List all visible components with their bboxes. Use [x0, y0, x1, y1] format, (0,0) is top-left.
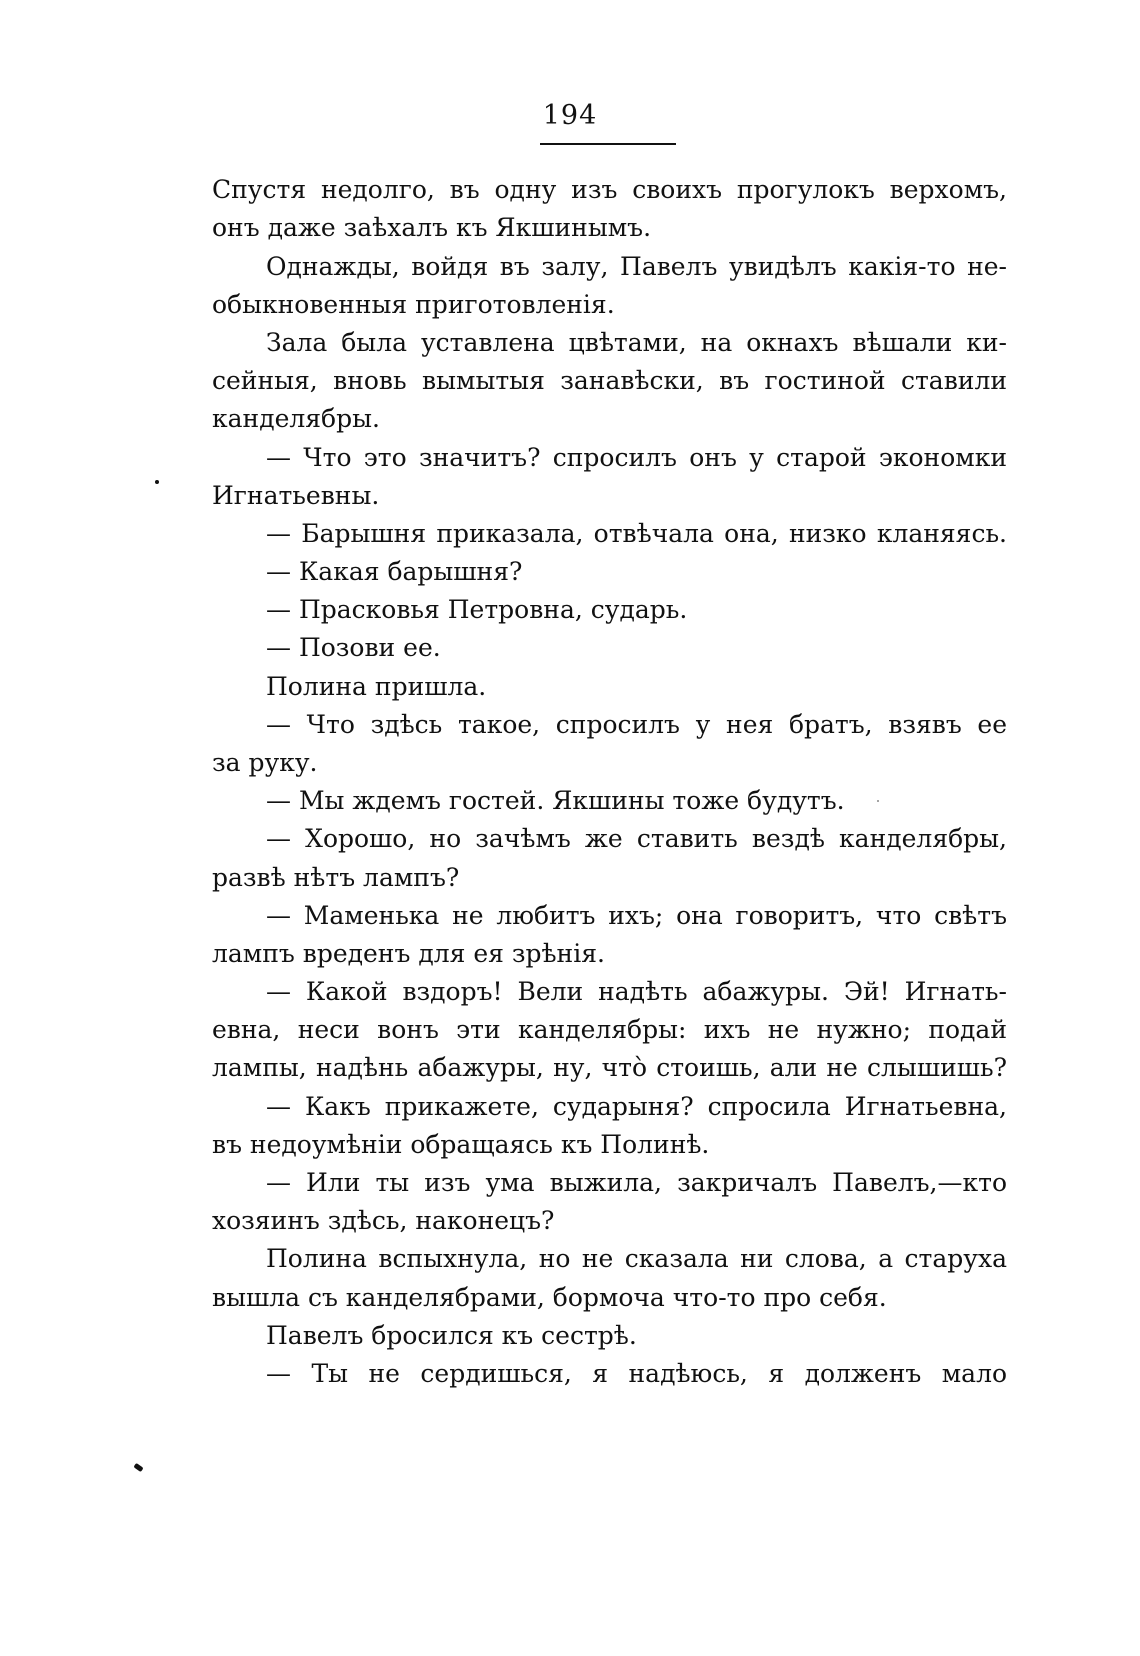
- text-line: — Или ты изъ ума выжила, закричалъ Павелъ,—кто: [266, 1168, 1007, 1197]
- text-line: — Хорошо, но зачѣмъ же ставить вездѣ канделябры,: [266, 824, 1007, 853]
- text-line: хозяинъ здѣсь, наконецъ?: [212, 1206, 555, 1235]
- text-line: — Ты не сердишься, я надѣюсь, я долженъ мало: [266, 1359, 1007, 1388]
- text-line: обыкновенныя приготовленія.: [212, 290, 615, 319]
- text-line: вышла съ канделябрами, бормоча что-то про себя.: [212, 1283, 887, 1312]
- text-line: Зала была уставлена цвѣтами, на окнахъ вѣшали ки-: [266, 328, 1007, 357]
- text-line: — Маменька не любитъ ихъ; она говоритъ, что свѣтъ: [266, 901, 1007, 930]
- scan-speck: [877, 800, 879, 802]
- page-number-rule: [540, 143, 676, 145]
- text-line: Игнатьевны.: [212, 481, 380, 510]
- text-line: — Что это значитъ? спросилъ онъ у старой экономки: [266, 443, 1007, 472]
- text-line: — Какая барышня?: [266, 557, 523, 586]
- text-line: развѣ нѣтъ лампъ?: [212, 863, 460, 892]
- text-line: Павелъ бросился къ сестрѣ.: [266, 1321, 637, 1350]
- text-line: евна, неси вонъ эти канделябры: ихъ не нужно; подай: [212, 1015, 1007, 1044]
- text-line: въ недоумѣніи обращаясь къ Полинѣ.: [212, 1130, 710, 1159]
- text-line: Однажды, войдя въ залу, Павелъ увидѣлъ какія-то не-: [266, 252, 1007, 281]
- text-line: за руку.: [212, 748, 318, 777]
- text-line: канделябры.: [212, 404, 380, 433]
- text-line: — Позови ее.: [266, 633, 441, 662]
- text-line: лампъ вреденъ для ея зрѣнія.: [212, 939, 605, 968]
- text-line: — Какъ прикажете, сударыня? спросила Игнатьевна,: [266, 1092, 1007, 1121]
- scan-speck: [155, 480, 159, 484]
- text-line: лампы, надѣнь абажуры, ну, что̀ стоишь, али не слышишь?: [212, 1053, 1007, 1082]
- text-line: онъ даже заѣхалъ къ Якшинымъ.: [212, 213, 652, 242]
- text-line: — Какой вздоръ! Вели надѣть абажуры. Эй! Игнать-: [266, 977, 1007, 1006]
- text-line: Полина пришла.: [266, 672, 487, 701]
- page-number: 194: [542, 100, 598, 131]
- text-line: — Барышня приказала, отвѣчала она, низко кланяясь.: [266, 519, 1007, 548]
- text-line: — Мы ждемъ гостей. Якшины тоже будутъ.: [266, 786, 845, 815]
- text-line: сейныя, вновь вымытыя занавѣски, въ гостиной ставили: [212, 366, 1007, 395]
- text-line: — Что здѣсь такое, спросилъ у нея братъ, взявъ ее: [266, 710, 1007, 739]
- text-line: Спустя недолго, въ одну изъ своихъ прогулокъ верхомъ,: [212, 175, 1007, 204]
- text-line: Полина вспыхнула, но не сказала ни слова, а старуха: [266, 1244, 1007, 1273]
- text-line: — Прасковья Петровна, сударь.: [266, 595, 688, 624]
- scan-speck: [133, 1463, 143, 1472]
